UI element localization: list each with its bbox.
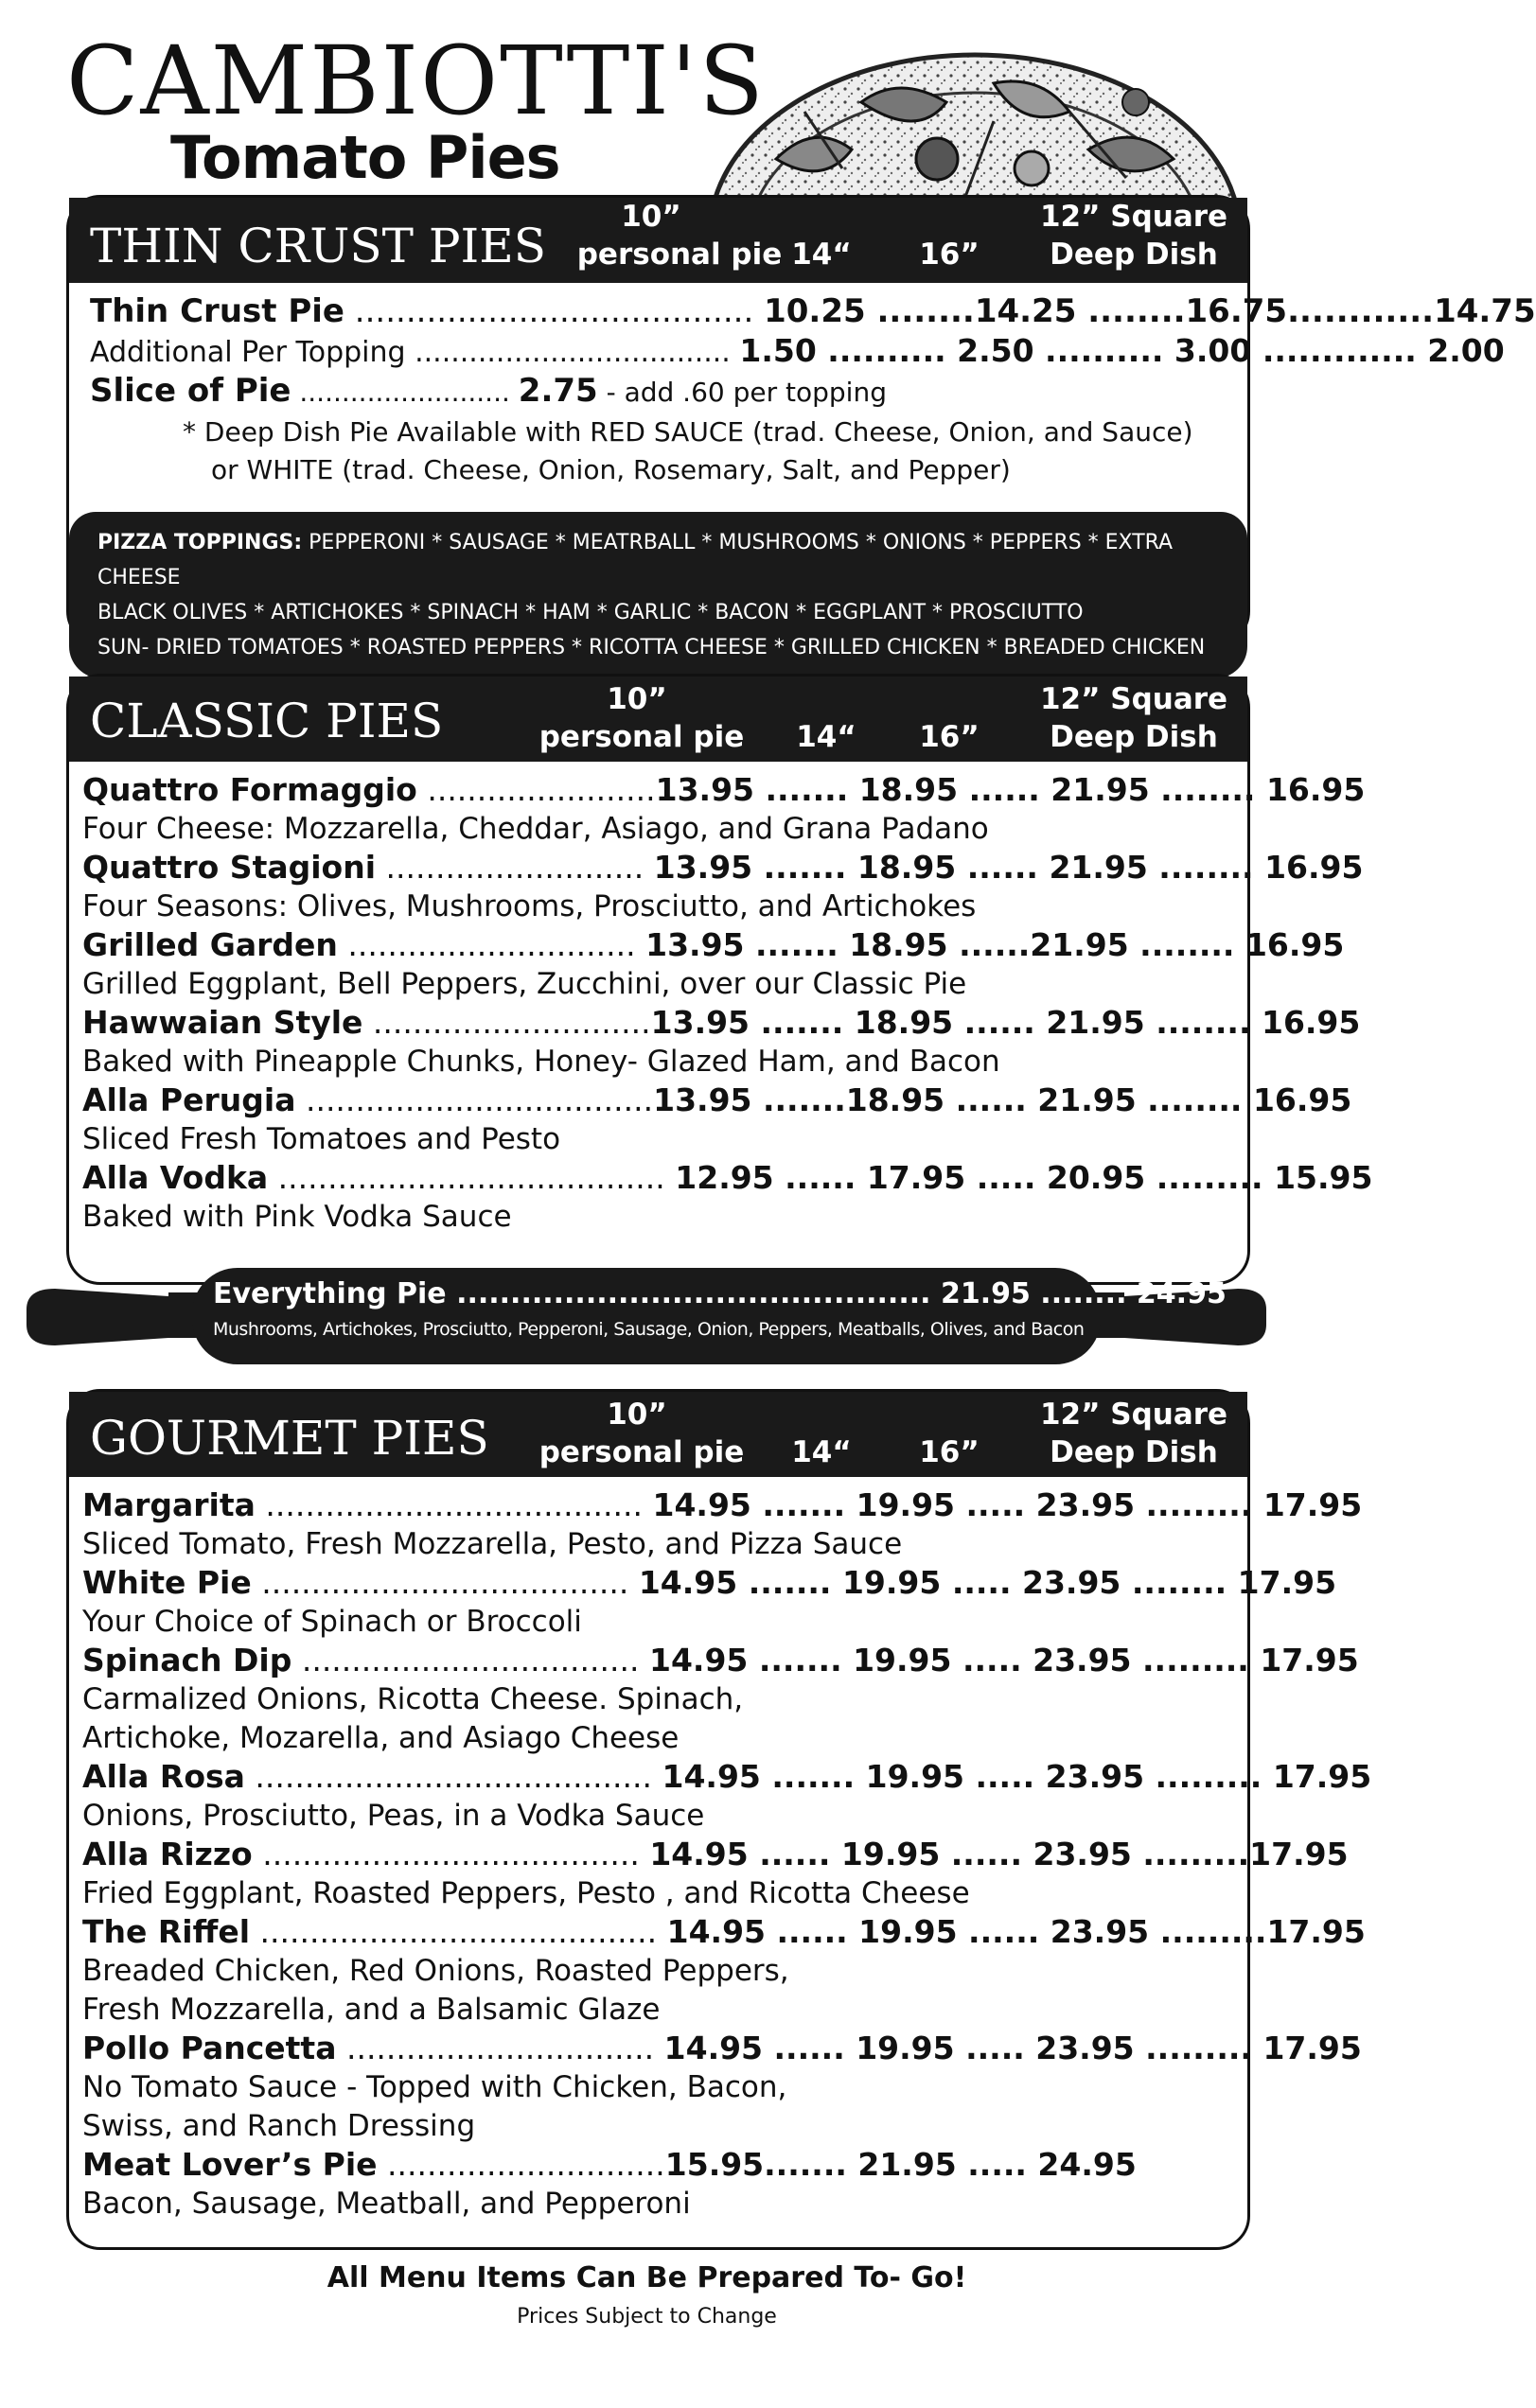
menu-item-alla-perugia: Alla Perugia ...................................13.95 .......18.95 ...... 21.95 ........ 16.95 <box>82 1081 1352 1118</box>
col-16-label: 16” <box>919 1435 980 1469</box>
everything-pie-desc: Mushrooms, Artichokes, Prosciutto, Pepperoni, Sausage, Onion, Peppers, Meatballs, Olives, and Bacon <box>213 1319 1085 1340</box>
gourmet-pies-section <box>66 1389 1372 2250</box>
col-12-square-label: 12” Square <box>1039 682 1228 716</box>
thin-crust-section <box>66 195 1536 659</box>
logo <box>66 26 766 195</box>
toppings-line-1: PIZZA TOPPINGS: PEPPERONI * SAUSAGE * MEATRBALL * MUSHROOMS * ONIONS * PEPPERS * EXTRA CHEESE <box>97 531 1174 589</box>
menu-item-desc: Grilled Eggplant, Bell Peppers, Zucchini, over our Classic Pie <box>82 967 967 1001</box>
classic-header <box>69 677 1247 762</box>
deep-dish-note-1: * Deep Dish Pie Available with RED SAUCE (trad. Cheese, Onion, and Sauce) <box>183 416 1193 448</box>
pizza-toppings-panel <box>69 512 1247 678</box>
to-go-note: All Menu Items Can Be Prepared To- Go! <box>327 2261 967 2294</box>
section-title: CLASSIC PIES <box>90 694 444 748</box>
menu-item-quattro-stagioni: Quattro Stagioni .......................... 13.95 ....... 18.95 ...... 21.95 ........ 16.95 <box>82 849 1364 886</box>
col-personal-label: personal pie <box>538 720 745 754</box>
menu-item-desc: Fresh Mozzarella, and a Balsamic Glaze <box>82 1993 661 2027</box>
col-14-label: 14“ <box>796 720 856 754</box>
gourmet-header <box>69 1392 1247 1477</box>
col-personal-label: personal pie <box>538 1435 745 1469</box>
menu-item-desc: Swiss, and Ranch Dressing <box>82 2109 476 2143</box>
section-title: THIN CRUST PIES <box>90 219 547 273</box>
menu-item-white-pie: White Pie ..................................... 14.95 ....... 19.95 ..... 23.95 ........ 17.95 <box>82 1564 1337 1601</box>
menu-item-the-riffel: The Riffel ........................................ 14.95 ...... 19.95 ...... 23.95 .........17.95 <box>82 1913 1366 1950</box>
section-title: GOURMET PIES <box>90 1411 489 1466</box>
col-12-square-label: 12” Square <box>1039 1397 1228 1432</box>
col-10-label: 10” <box>607 682 667 716</box>
thin-crust-header <box>69 198 1247 283</box>
menu-item-pollo-pancetta: Pollo Pancetta ............................... 14.95 ...... 19.95 ..... 23.95 ......... 17.95 <box>82 2030 1362 2066</box>
menu-item-alla-rosa: Alla Rosa ........................................ 14.95 ....... 19.95 ..... 23.95 ......... 17.95 <box>82 1758 1372 1795</box>
col-personal-label: personal pie <box>576 237 783 272</box>
col-deep-dish-label: Deep Dish <box>1050 720 1218 754</box>
everything-pie <box>213 1275 1227 1345</box>
menu-item-desc: Four Cheese: Mozzarella, Cheddar, Asiago, and Grana Padano <box>82 812 989 846</box>
toppings-line-2: BLACK OLIVES * ARTICHOKES * SPINACH * HAM * GARLIC * BACON * EGGPLANT * PROSCIUTTO <box>97 601 1084 624</box>
menu-item-desc: Carmalized Onions, Ricotta Cheese. Spinach, <box>82 1682 744 1716</box>
menu-row-slice: Slice of Pie ......................... 2.75 - add .60 per topping <box>90 372 887 410</box>
pizza-illustration <box>710 45 1240 206</box>
menu-item-meat-lovers-pie: Meat Lover’s Pie ............................15.95....... 21.95 ..... 24.95 <box>82 2146 1137 2183</box>
menu-item-desc: Artichoke, Mozarella, and Asiago Cheese <box>82 1721 680 1755</box>
menu-item-quattro-formaggio: Quattro Formaggio .......................13.95 ....... 18.95 ...... 21.95 ........ 16.95 <box>82 771 1366 808</box>
menu-item-desc: Four Seasons: Olives, Mushrooms, Prosciutto, and Artichokes <box>82 889 977 923</box>
col-14-label: 14“ <box>791 237 852 272</box>
menu-item-desc: Fried Eggplant, Roasted Peppers, Pesto , and Ricotta Cheese <box>82 1876 970 1910</box>
menu-item-hawwaian-style: Hawwaian Style ............................13.95 ....... 18.95 ...... 21.95 ........ 16.95 <box>82 1004 1361 1041</box>
col-deep-dish-label: Deep Dish <box>1050 1435 1218 1469</box>
deep-dish-note-2: or WHITE (trad. Cheese, Onion, Rosemary, Salt, and Pepper) <box>211 454 1011 485</box>
col-deep-dish-label: Deep Dish <box>1050 237 1218 272</box>
menu-item-spinach-dip: Spinach Dip .................................. 14.95 ....... 19.95 ..... 23.95 ......... 17.95 <box>82 1642 1359 1679</box>
col-12-square-label: 12” Square <box>1039 200 1228 234</box>
classic-pies-section <box>66 674 1373 1285</box>
menu-row-additional-topping: Additional Per Topping ................................... 1.50 .......... 2.50 .......... 3.00 ............. 2.00 <box>90 332 1505 369</box>
menu-item-desc: Breaded Chicken, Red Onions, Roasted Peppers, <box>82 1954 789 1988</box>
menu-item-desc: Sliced Tomato, Fresh Mozzarella, Pesto, and Pizza Sauce <box>82 1527 903 1561</box>
menu-item-desc: Bacon, Sausage, Meatball, and Pepperoni <box>82 2187 691 2221</box>
menu-item-desc: No Tomato Sauce - Topped with Chicken, Bacon, <box>82 2070 787 2104</box>
menu-item-desc: Your Choice of Spinach or Broccoli <box>82 1605 582 1639</box>
brand-subtitle: Tomato Pies <box>170 123 560 192</box>
brand-name: CAMBIOTTI'S <box>66 26 766 136</box>
toppings-line-3: SUN- DRIED TOMATOES * ROASTED PEPPERS * RICOTTA CHEESE * GRILLED CHICKEN * BREADED CHICKEN <box>97 636 1206 659</box>
menu-item-desc: Sliced Fresh Tomatoes and Pesto <box>82 1122 561 1156</box>
col-14-label: 14“ <box>791 1435 852 1469</box>
menu-item-desc: Baked with Pink Vodka Sauce <box>82 1200 512 1234</box>
menu-item-grilled-garden: Grilled Garden ............................. 13.95 ....... 18.95 ......21.95 ........ 16.95 <box>82 926 1345 963</box>
col-10-label: 10” <box>621 200 681 234</box>
menu-row-thin-crust: Thin Crust Pie ....................................... 10.25 ........14.25 ........16.75............14.75 <box>90 292 1536 330</box>
everything-pie-row: Everything Pie ............................................ 21.95 ........ 24.95 <box>213 1277 1227 1310</box>
col-16-label: 16” <box>919 720 980 754</box>
menu-item-desc: Baked with Pineapple Chunks, Honey- Glazed Ham, and Bacon <box>82 1045 1000 1079</box>
menu-item-desc: Onions, Prosciutto, Peas, in a Vodka Sauce <box>82 1799 705 1833</box>
menu-item-alla-rizzo: Alla Rizzo ...................................... 14.95 ...... 19.95 ...... 23.95 .........17.95 <box>82 1836 1349 1872</box>
menu-item-margarita: Margarita ...................................... 14.95 ....... 19.95 ..... 23.95 ......... 17.95 <box>82 1486 1363 1523</box>
menu-item-alla-vodka: Alla Vodka ....................................... 12.95 ...... 17.95 ..... 20.95 ......... 15.95 <box>82 1159 1373 1196</box>
prices-note: Prices Subject to Change <box>517 2305 777 2329</box>
col-10-label: 10” <box>607 1397 667 1432</box>
col-16-label: 16” <box>919 237 980 272</box>
